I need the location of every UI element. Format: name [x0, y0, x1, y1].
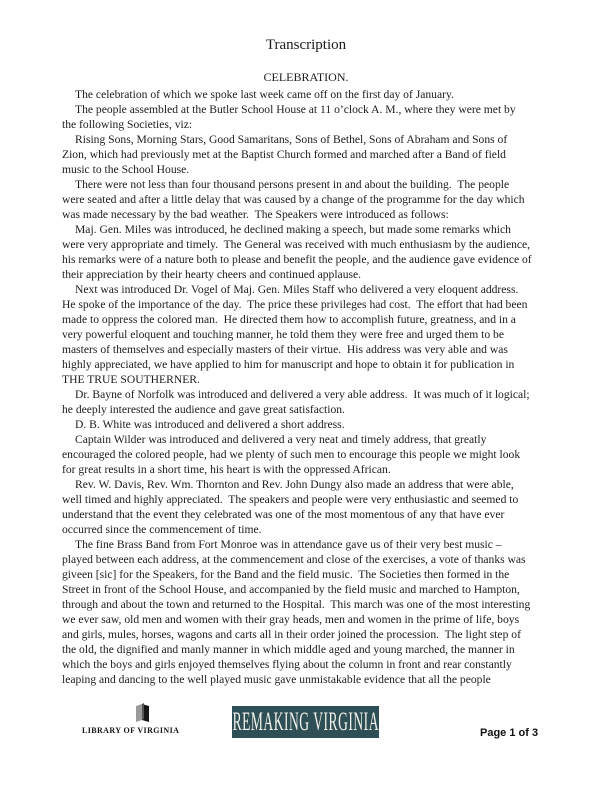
text-line: the old, the dignified and manly manner in which middle aged and young marched, the manner in: [62, 643, 515, 656]
text-line: he deeply interested the audience and gave great satisfaction.: [62, 403, 345, 416]
text-line: He spoke of the importance of the day. The price these privileges had cost. The effort that had been: [62, 298, 528, 311]
text-line: made to oppress the colored man. He directed them how to accomplish future, greatness, and in a: [62, 313, 516, 326]
text-line: their appreciation by their hearty cheers and continued applause.: [62, 268, 362, 281]
text-line: were seated and after a little delay that was caused by a change of the programme for the day which: [62, 193, 525, 206]
remaking-virginia-label: REMAKING VIRGINIA: [232, 707, 379, 736]
text-line: understand that the event they celebrated was one of the most momentous of any that have ever: [62, 508, 505, 521]
text-line: were very appropriate and timely. The General was received with much enthusiasm by the audience,: [62, 238, 531, 251]
text-line: D. B. White was introduced and delivered a short address.: [75, 418, 345, 431]
text-line: The people assembled at the Butler School House at 11 o’clock A. M., where they were met by: [75, 103, 516, 116]
text-line: occurred since the commencement of time.: [62, 523, 262, 536]
text-line: Rev. W. Davis, Rev. Wm. Thornton and Rev. John Dungy also made an address that were able,: [75, 478, 514, 491]
open-book-icon: [134, 703, 151, 723]
text-line: Captain Wilder was introduced and delivered a very neat and timely address, that greatly: [75, 433, 487, 446]
text-line: music to the School House.: [62, 163, 190, 176]
text-line: through and about the town and returned to the Hospital. This march was one of the most interesting: [62, 598, 531, 611]
remaking-virginia-banner: [232, 706, 379, 738]
text-line: we ever saw, old men and women with their gray heads, men and women in the prime of life, boys: [62, 613, 520, 626]
document-heading: CELEBRATION.: [263, 70, 349, 84]
text-line: There were not less than four thousand persons present in and about the building. The people: [75, 178, 510, 191]
text-line: which the boys and girls enjoyed themselves flying about the column in front and rear constantly: [62, 658, 512, 671]
text-line: highly appreciated, we have applied to him for manuscript and hope to obtain it for publication in: [62, 358, 515, 371]
page-number-indicator: Page 1 of 3: [480, 727, 539, 739]
text-line: leaping and dancing to the well played music gave unmistakable evidence that all the people: [62, 673, 491, 686]
text-line: The fine Brass Band from Fort Monroe was in attendance gave us of their very best music –: [75, 538, 502, 551]
text-line: well timed and highly appreciated. The speakers and people were very enthusiastic and seemed to: [62, 493, 519, 506]
text-line: Zion, which had previously met at the Baptist Church formed and marched after a Band of field: [62, 148, 506, 161]
text-line: Street in front of the School House, and accompanied by the field music and marched to Hampton,: [62, 583, 520, 596]
text-line: THE TRUE SOUTHERNER.: [62, 373, 200, 386]
text-line: his remarks were of a nature both to please and benefit the people, and the audience gave evidence of: [62, 253, 532, 266]
text-line: The celebration of which we spoke last week came off on the first day of January.: [75, 88, 454, 101]
text-line: Maj. Gen. Miles was introduced, he declined making a speech, but made some remarks which: [75, 223, 511, 236]
text-line: masters of themselves and especially masters of their virtue. His address was very able and was: [62, 343, 508, 356]
text-line: was made necessary by the bad weather. The Speakers were introduced as follows:: [62, 208, 449, 221]
text-line: very powerful eloquent and touching manner, he told them they were free and urged them to be: [62, 328, 504, 341]
text-line: played between each address, at the commencement and close of the exercises, a vote of thanks was: [62, 553, 526, 566]
page-title: Transcription: [265, 37, 347, 53]
text-line: Rising Sons, Morning Stars, Good Samaritans, Sons of Bethel, Sons of Abraham and Sons of: [75, 133, 508, 146]
transcription-body: [62, 87, 558, 687]
text-line: Dr. Bayne of Norfolk was introduced and delivered a very able address. It was much of it logical;: [75, 388, 530, 401]
text-line: Next was introduced Dr. Vogel of Maj. Gen. Miles Staff who delivered a very eloquent address.: [75, 283, 519, 296]
library-of-virginia-label: LIBRARY OF VIRGINIA: [82, 726, 180, 735]
text-line: and girls, mules, horses, wagons and carts all in their order joined the procession. The light step of: [62, 628, 521, 641]
text-line: encouraged the colored people, had we plenty of such men to encourage this people we might look: [62, 448, 521, 461]
text-line: the following Societies, viz:: [62, 118, 193, 131]
library-of-virginia-logo: [82, 703, 180, 741]
text-line: for great results in a short time, his heart is with the oppressed African.: [62, 463, 391, 476]
text-line: giveen [sic] for the Speakers, for the Band and the field music. The Societies then formed in the: [62, 568, 510, 581]
